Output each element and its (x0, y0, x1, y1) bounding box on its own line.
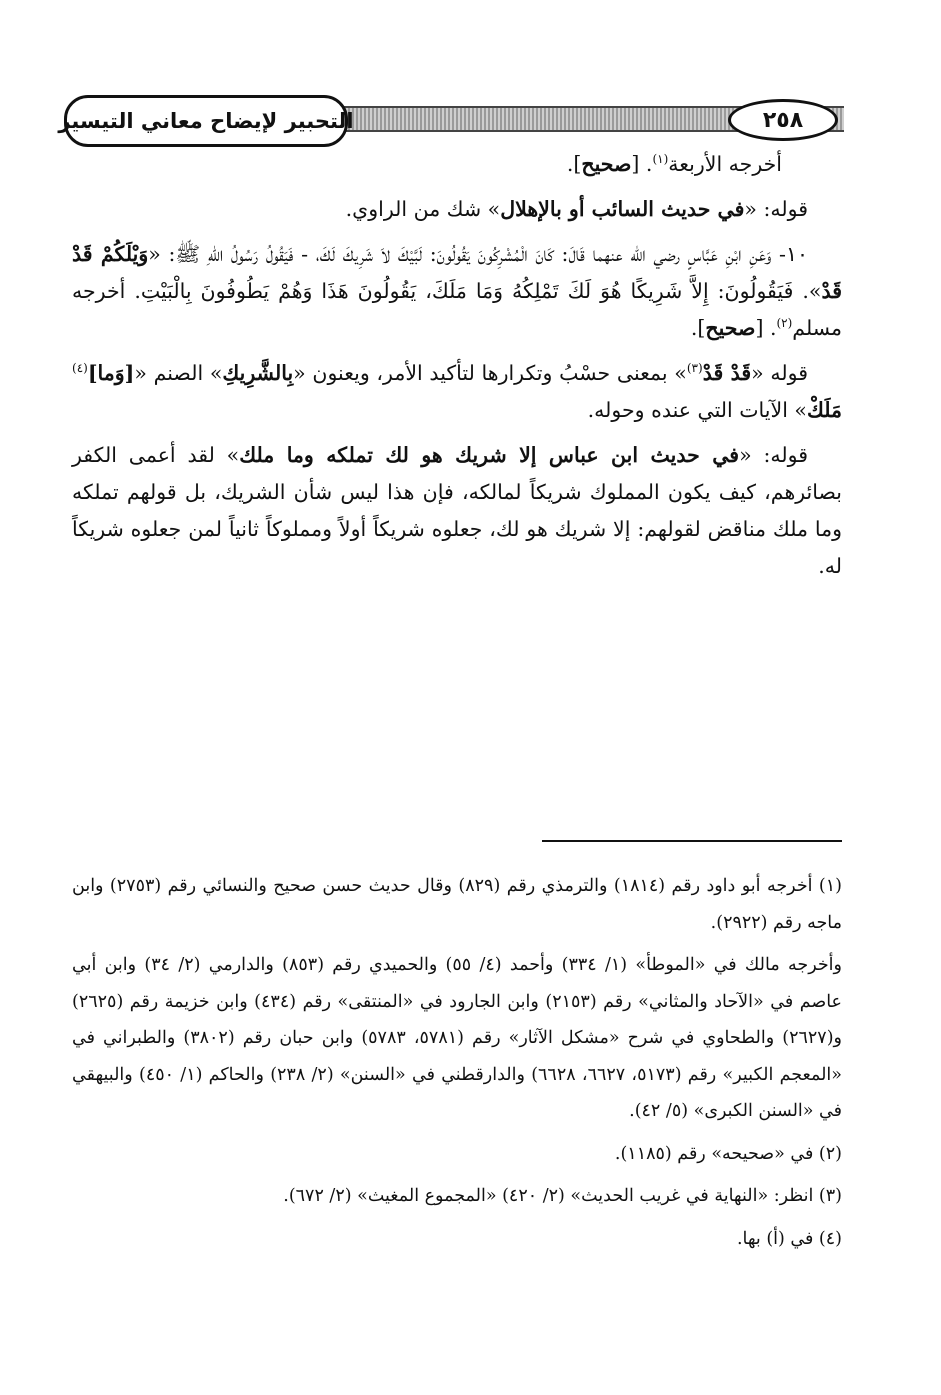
page-number-text: ٢٥٨ (762, 107, 804, 133)
footnote-2: (٢) في «صحيحه» رقم (١١٨٥). (614, 1143, 842, 1164)
book-title (58, 95, 354, 147)
text-run: » شك من الراوي. (345, 197, 501, 221)
text-run: » الصنم « (134, 361, 223, 385)
footnote-ref-1: (١) (652, 152, 669, 167)
main-text (72, 146, 842, 593)
quoted-phrase: في حديث ابن عباس إلا شريك هو لك تملكه وما ملك (239, 443, 740, 467)
footnote-1-continued: وأخرجه مالك في «الموطأ» (١/ ٣٣٤) وأحمد (٤/ ٥٥) والحميدي رقم (٨٥٣) والدارمي (٢/ ٣٤) وابن أبي عاصم في «الآحاد والمثاني» رقم (٢١٥٣) وابن الجارود في «المنتقى» رقم (٤٣٤) وابن خزيمة رقم (٢٦٢٥) و(٢٦٢٧) والطحاوي في شرح «مشكل الآثار» رقم (٥٧٨١، ٥٧٨٣) وابن حبان رقم (٣٨٠٢) والطبراني في «المعجم الكبير» رقم (٥١٧٣، ٦٦٢٧، ٦٦٢٨) والدارقطني في «السنن» (٢/ ٢٣٨) والحاكم (١/ ٤٥٠) والبيهقي في «السنن الكبرى» (٥/ ٤٢). (72, 955, 842, 1121)
text-run: » بمعنى حسْبُ وتكرارها لتأكيد الأمر، ويعنون « (293, 361, 687, 385)
text-run: قوله: « (739, 443, 809, 467)
footnote-ref-2: (٢) (776, 316, 793, 331)
footnotes (72, 868, 842, 1263)
text-run: أخرجه الأربعة (668, 152, 782, 176)
footnote-3: (٣) انظر: «النهاية في غريب الحديث» (٢/ ٤٢٠) «المجموع المغيث» (٢/ ٦٧٢). (283, 1186, 842, 1206)
book-title-text: التحبير لإيضاح معاني التيسير (58, 109, 354, 133)
paragraph-4 (72, 355, 842, 429)
text-run: » الآيات التي عنده وحوله. (587, 398, 807, 422)
footnote-4: (٤) في (أ) بها. (736, 1228, 842, 1249)
prophet-saying: وَيْلَكُمْ قَدْ قَدْ (72, 242, 842, 303)
footnote-ref-4: (٤) (72, 361, 88, 376)
footnote-ref-3: (٣) (686, 361, 703, 376)
text-run: » لقد أعمى الكفر بصائرهم، كيف يكون المملوك شريكاً لمالكه، فإن هذا ليس شأن الشريك، بل قولهم تملكه وما ملك مناقض لقولهم: إلا شريك هو لك، جعلوه شريكاً أولاً ومملوكاً ثانياً لمن جعلوه شريكاً له. (72, 443, 842, 578)
quoted-phrase: في حديث السائب أو بالإهلال (500, 197, 745, 221)
footnote-1: (١) أخرجه أبو داود رقم (١٨١٤) والترمذي رقم (٨٢٩) وقال حديث حسن صحيح والنسائي رقم (٢٧٥٣) وابن ماجه رقم (٢٩٢٢). (72, 876, 842, 933)
text-run: ]. (566, 152, 582, 176)
text-run: قوله: « (744, 197, 808, 221)
paragraph-1 (72, 146, 842, 183)
footnote-separator (542, 840, 842, 842)
page-number (728, 99, 838, 141)
quoted-word: مَلَكْ (806, 398, 842, 422)
paragraph-2 (72, 191, 842, 228)
hadith-text: ١٠- وَعَنِ ابْنِ عَبَّاسٍ رضي الله عنهما قَالَ: كَانَ الْمُشْرِكُونَ يَقُولُونَ: لَبَّيْكَ لاَ شَرِيكَ لَكَ، - فَيَقُولُ رَسُولُ اللهِ ﷺ: « (148, 242, 808, 266)
paragraph-3-hadith (72, 236, 842, 347)
text-run: . [ (755, 316, 777, 340)
quoted-word: [وَما] (87, 361, 135, 385)
quoted-word: بِالشَّرِيكِ (222, 361, 294, 385)
text-run: قوله « (751, 361, 809, 385)
text-run: . [ (631, 152, 653, 176)
paragraph-5 (72, 437, 842, 585)
hadith-text: ». فَيَقُولُونَ: إِلاَّ شَرِيكًا هُوَ لَكَ تَمْلِكُهُ وَمَا مَلَكَ، يَقُولُونَ هَذَا وَهُمْ يَطُوفُونَ بِالْبَيْتِ. أخرجه مسلم (72, 279, 842, 340)
grade-sahih: صحيح (581, 152, 632, 176)
quoted-word: قَدْ قَدْ (702, 361, 752, 385)
grade-sahih: صحيح (705, 316, 756, 340)
text-run: ]. (690, 316, 706, 340)
